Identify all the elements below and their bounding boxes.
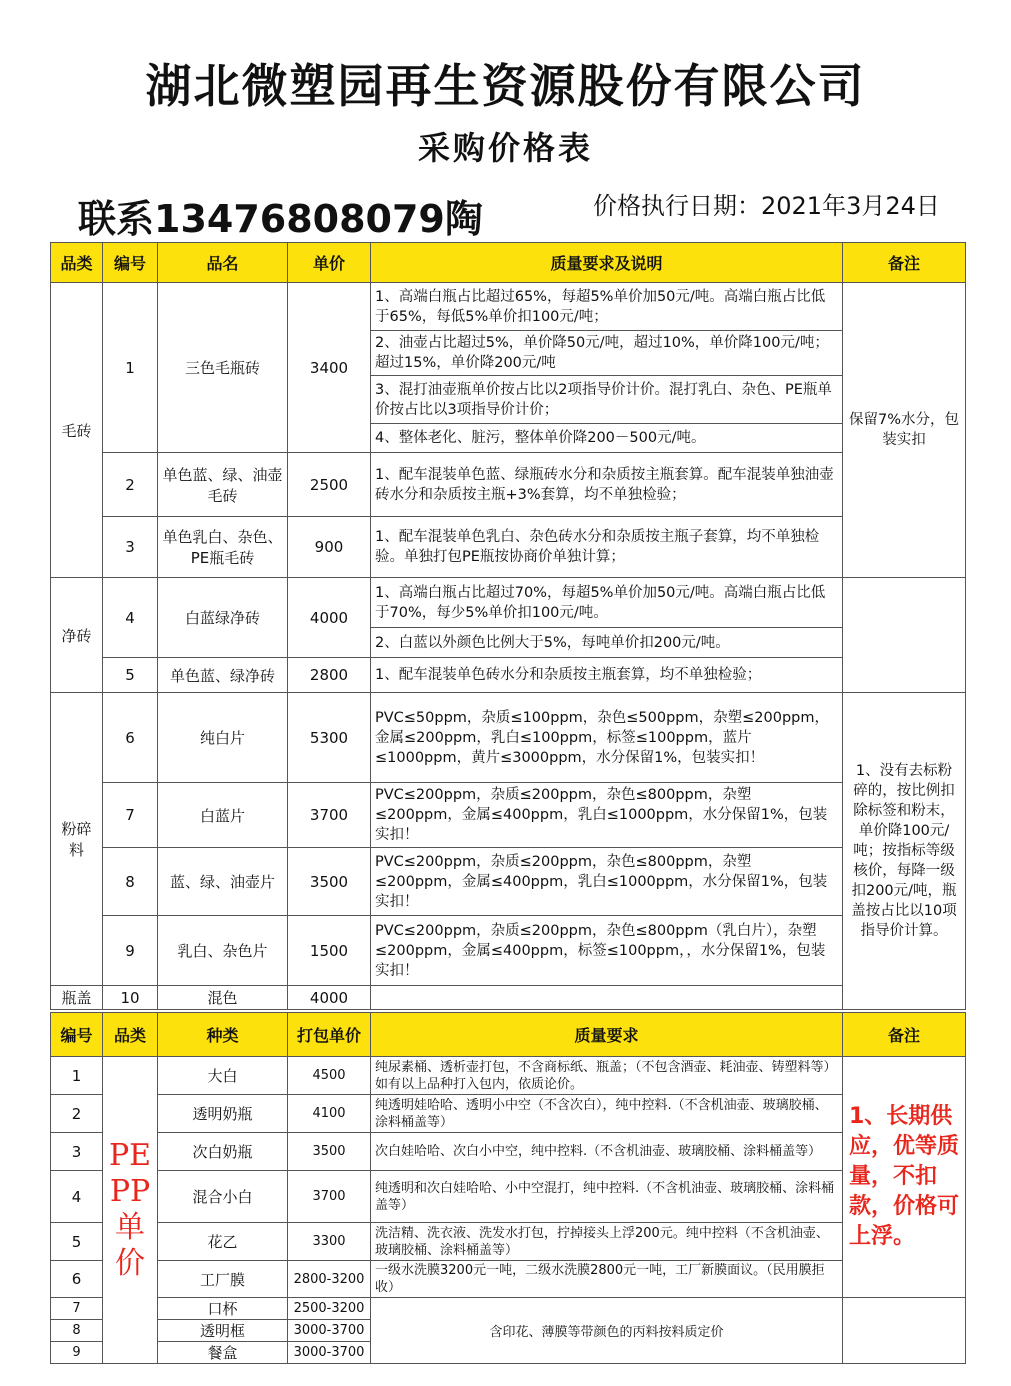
table-header-row bbox=[51, 1013, 966, 1057]
table-row bbox=[51, 916, 966, 986]
quality-desc: PVC≤50ppm，杂质≤100ppm，杂色≤500ppm，杂塑≤200ppm，金属≤200ppm，乳白≤100ppm，标签≤100ppm，蓝片≤1000ppm，黄片≤3000ppm，水分保留1%，包装实扣！ bbox=[371, 693, 843, 783]
pack-price: 3000-3700 bbox=[288, 1342, 371, 1364]
unit-price: 1500 bbox=[288, 916, 371, 986]
row-number: 5 bbox=[103, 658, 158, 693]
unit-price: 3400 bbox=[288, 283, 371, 453]
merged-quality-desc: 含印花、薄膜等带颜色的丙料按料质定价 bbox=[371, 1298, 843, 1364]
unit-price: 900 bbox=[288, 517, 371, 578]
table-row bbox=[51, 1298, 966, 1320]
row-number: 5 bbox=[51, 1223, 103, 1261]
header-quality: 质量要求 bbox=[371, 1013, 843, 1057]
row-number: 7 bbox=[103, 783, 158, 848]
kind-name: 透明框 bbox=[158, 1320, 288, 1342]
quality-desc: 1、高端白瓶占比超过70%，每超5%单价加50元/吨。高端白瓶占比低于70%，每少5%单价扣100元/吨。 bbox=[371, 578, 843, 628]
header-number: 编号 bbox=[103, 243, 158, 283]
kind-name: 口杯 bbox=[158, 1298, 288, 1320]
table-row bbox=[51, 986, 966, 1010]
header-remarks: 备注 bbox=[843, 243, 966, 283]
row-number: 3 bbox=[51, 1133, 103, 1171]
header-name: 品名 bbox=[158, 243, 288, 283]
pack-price: 2800-3200 bbox=[288, 1261, 371, 1298]
kind-name: 次白奶瓶 bbox=[158, 1133, 288, 1171]
product-name: 蓝、绿、油壶片 bbox=[158, 848, 288, 916]
price-table-pe-pp bbox=[50, 1012, 966, 1364]
category-cell: 净砖 bbox=[51, 578, 103, 693]
pe-pp-category: PE PP 单价 bbox=[103, 1057, 158, 1364]
row-number: 4 bbox=[103, 578, 158, 658]
table-row bbox=[51, 658, 966, 693]
header-kind: 种类 bbox=[158, 1013, 288, 1057]
quality-desc: PVC≤200ppm，杂质≤200ppm，杂色≤800ppm，杂塑≤200ppm，金属≤400ppm，乳白≤1000ppm，水分保留1%，包装实扣！ bbox=[371, 848, 843, 916]
unit-price: 5300 bbox=[288, 693, 371, 783]
product-name: 白蓝绿净砖 bbox=[158, 578, 288, 658]
header-quality: 质量要求及说明 bbox=[371, 243, 843, 283]
pack-price: 3700 bbox=[288, 1171, 371, 1223]
row-number: 8 bbox=[103, 848, 158, 916]
product-name: 乳白、杂色片 bbox=[158, 916, 288, 986]
table-row bbox=[51, 1133, 966, 1171]
price-table-bottles bbox=[50, 242, 966, 1010]
quality-desc: PVC≤200ppm，杂质≤200ppm，杂色≤800ppm，杂塑≤200ppm，金属≤400ppm，乳白≤1000ppm，水分保留1%，包装实扣！ bbox=[371, 783, 843, 848]
quality-desc: 纯透明和次白娃哈哈、小中空混打，纯中控料.（不含机油壶、玻璃胶桶、涂料桶盖等） bbox=[371, 1171, 843, 1223]
kind-name: 混合小白 bbox=[158, 1171, 288, 1223]
table-row bbox=[51, 1261, 966, 1298]
table-row bbox=[51, 693, 966, 783]
row-number: 9 bbox=[51, 1342, 103, 1364]
quality-desc-empty bbox=[371, 986, 843, 1010]
product-name: 单色蓝、绿、油壶毛砖 bbox=[158, 453, 288, 517]
header-price: 单价 bbox=[288, 243, 371, 283]
quality-desc: 纯尿素桶、透析壶打包，不含商标纸、瓶盖；（不包含酒壶、耗油壶、铸塑料等）如有以上品种打入包内，依质论价。 bbox=[371, 1057, 843, 1095]
table-row bbox=[51, 578, 966, 628]
effective-date: 价格执行日期：2021年3月24日 bbox=[593, 192, 940, 220]
product-name: 三色毛瓶砖 bbox=[158, 283, 288, 453]
quality-desc: 4、整体老化、脏污，整体单价降200－500元/吨。 bbox=[371, 424, 843, 453]
remarks-cell: 1、长期供应，优等质量，不扣款，价格可上浮。 bbox=[843, 1057, 966, 1298]
unit-price: 2800 bbox=[288, 658, 371, 693]
pack-price: 3300 bbox=[288, 1223, 371, 1261]
table-row bbox=[51, 283, 966, 331]
table-row bbox=[51, 1223, 966, 1261]
remarks-cell: 1、没有去标粉碎的，按比例扣除标签和粉末，单价降100元/吨；按指标等级核价，每降一级扣200元/吨，瓶盖按占比以10项指导价计算。 bbox=[843, 693, 966, 1010]
quality-desc: 1、高端白瓶占比超过65%，每超5%单价加50元/吨。高端白瓶占比低于65%，每低5%单价扣100元/吨； bbox=[371, 283, 843, 331]
header-pack-price: 打包单价 bbox=[288, 1013, 371, 1057]
quality-desc: 1、配车混装单色乳白、杂色砖水分和杂质按主瓶子套算，均不单独检验。单独打包PE瓶按协商价单独计算； bbox=[371, 517, 843, 578]
table-row bbox=[51, 1095, 966, 1133]
quality-desc: 1、配车混装单色砖水分和杂质按主瓶套算，均不单独检验； bbox=[371, 658, 843, 693]
row-number: 2 bbox=[51, 1095, 103, 1133]
quality-desc: 洗洁精、洗衣液、洗发水打包，拧掉接头上浮200元。纯中控料（不含机油壶、玻璃胶桶、涂料桶盖等） bbox=[371, 1223, 843, 1261]
kind-name: 花乙 bbox=[158, 1223, 288, 1261]
quality-desc: 纯透明娃哈哈、透明小中空（不含次白），纯中控料.（不含机油壶、玻璃胶桶、涂料桶盖等） bbox=[371, 1095, 843, 1133]
page-subtitle: 采购价格表 bbox=[417, 129, 593, 167]
table-header-row bbox=[51, 243, 966, 283]
row-number: 1 bbox=[103, 283, 158, 453]
pack-price: 3000-3700 bbox=[288, 1320, 371, 1342]
pack-price: 3500 bbox=[288, 1133, 371, 1171]
row-number: 7 bbox=[51, 1298, 103, 1320]
row-number: 10 bbox=[103, 986, 158, 1010]
unit-price: 4000 bbox=[288, 986, 371, 1010]
contact-info: 联系13476808079陶 bbox=[78, 197, 483, 241]
category-cell: 瓶盖 bbox=[51, 986, 103, 1010]
quality-desc: PVC≤200ppm，杂质≤200ppm，杂色≤800ppm（乳白片），杂塑≤200ppm，金属≤400ppm，标签≤100ppm，，水分保留1%，包装实扣！ bbox=[371, 916, 843, 986]
pack-price: 4500 bbox=[288, 1057, 371, 1095]
kind-name: 餐盒 bbox=[158, 1342, 288, 1364]
row-number: 6 bbox=[103, 693, 158, 783]
table-row bbox=[51, 453, 966, 517]
kind-name: 工厂膜 bbox=[158, 1261, 288, 1298]
header-number: 编号 bbox=[51, 1013, 103, 1057]
category-cell: 毛砖 bbox=[51, 283, 103, 578]
unit-price: 2500 bbox=[288, 453, 371, 517]
table-row bbox=[51, 1057, 966, 1095]
category-cell: 粉碎料 bbox=[51, 693, 103, 986]
remarks-empty bbox=[843, 1298, 966, 1364]
pack-price: 2500-3200 bbox=[288, 1298, 371, 1320]
quality-desc: 次白娃哈哈、次白小中空，纯中控料.（不含机油壶、玻璃胶桶、涂料桶盖等） bbox=[371, 1133, 843, 1171]
header-remarks: 备注 bbox=[843, 1013, 966, 1057]
pack-price: 4100 bbox=[288, 1095, 371, 1133]
row-number: 9 bbox=[103, 916, 158, 986]
product-name: 单色蓝、绿净砖 bbox=[158, 658, 288, 693]
row-number: 3 bbox=[103, 517, 158, 578]
remarks-empty bbox=[843, 578, 966, 693]
table-row bbox=[51, 848, 966, 916]
quality-desc: 2、油壶占比超过5%，单价降50元/吨，超过10%，单价降100元/吨；超过15%，单价降200元/吨 bbox=[371, 331, 843, 376]
kind-name: 大白 bbox=[158, 1057, 288, 1095]
quality-desc: 一级水洗膜3200元一吨，二级水洗膜2800元一吨，工厂新膜面议。（民用膜拒收） bbox=[371, 1261, 843, 1298]
product-name: 混色 bbox=[158, 986, 288, 1010]
remarks-cell: 保留7%水分，包装实扣 bbox=[843, 283, 966, 578]
row-number: 4 bbox=[51, 1171, 103, 1223]
product-name: 纯白片 bbox=[158, 693, 288, 783]
unit-price: 3700 bbox=[288, 783, 371, 848]
company-title: 湖北微塑园再生资源股份有限公司 bbox=[145, 59, 866, 113]
table-row bbox=[51, 783, 966, 848]
unit-price: 3500 bbox=[288, 848, 371, 916]
product-name: 白蓝片 bbox=[158, 783, 288, 848]
row-number: 6 bbox=[51, 1261, 103, 1298]
table-row bbox=[51, 517, 966, 578]
quality-desc: 1、配车混装单色蓝、绿瓶砖水分和杂质按主瓶套算。配车混装单独油壶砖水分和杂质按主瓶+3%套算，均不单独检验； bbox=[371, 453, 843, 517]
kind-name: 透明奶瓶 bbox=[158, 1095, 288, 1133]
row-number: 2 bbox=[103, 453, 158, 517]
table-row bbox=[51, 1171, 966, 1223]
row-number: 1 bbox=[51, 1057, 103, 1095]
quality-desc: 3、混打油壶瓶单价按占比以2项指导价计价。混打乳白、杂色、PE瓶单价按占比以3项指导价计价； bbox=[371, 376, 843, 424]
header-category: 品类 bbox=[51, 243, 103, 283]
quality-desc: 2、白蓝以外颜色比例大于5%，每吨单价扣200元/吨。 bbox=[371, 628, 843, 658]
product-name: 单色乳白、杂色、PE瓶毛砖 bbox=[158, 517, 288, 578]
header-category: 品类 bbox=[103, 1013, 158, 1057]
unit-price: 4000 bbox=[288, 578, 371, 658]
row-number: 8 bbox=[51, 1320, 103, 1342]
